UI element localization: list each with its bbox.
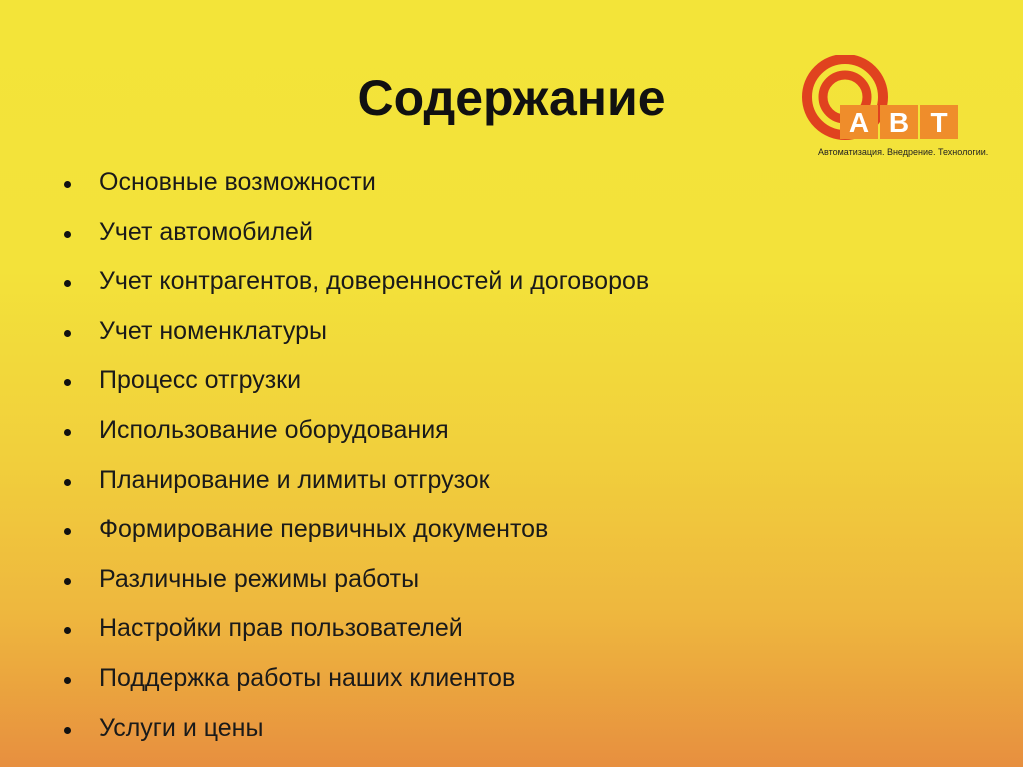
list-item-text: Использование оборудования [99, 415, 449, 444]
logo-caption: Автоматизация. Внедрение. Технологии. [818, 147, 989, 157]
list-item [62, 212, 649, 262]
list-item [62, 460, 649, 510]
bullet-icon [64, 379, 71, 386]
list-item [62, 311, 649, 361]
list-item [62, 608, 649, 658]
list-item-text: Учет контрагентов, доверенностей и договоров [99, 267, 650, 296]
bullet-icon [64, 280, 71, 287]
list-item [62, 162, 649, 212]
logo-letter-3: Т [930, 107, 948, 138]
bullet-icon [64, 231, 71, 238]
list-item-text: Планирование и лимиты отгрузок [99, 465, 490, 494]
bullet-icon [64, 677, 71, 684]
list-item-text: Настройки прав пользователей [99, 614, 463, 643]
list-item-text: Различные режимы работы [99, 564, 420, 593]
list-item-text: Учет номенклатуры [99, 316, 327, 345]
bullet-icon [64, 429, 71, 436]
list-item [62, 360, 649, 410]
bullet-icon [64, 528, 71, 535]
list-item-text: Услуги и цены [99, 713, 264, 742]
bullet-icon [64, 627, 71, 634]
logo-letter-2: В [888, 107, 910, 138]
list-item-text: Основные возможности [99, 168, 376, 196]
list-item [62, 559, 649, 609]
list-item-text: Формирование первичных документов [99, 515, 549, 544]
list-item [62, 509, 649, 559]
bullet-icon [64, 181, 71, 188]
slide-title: Содержание [357, 70, 666, 126]
list-item-text: Учет автомобилей [99, 217, 313, 246]
bullet-icon [64, 578, 71, 585]
bullet-icon [64, 727, 71, 734]
contents-list [62, 162, 649, 757]
bullet-icon [64, 330, 71, 337]
list-item-text: Процесс отгрузки [99, 366, 302, 395]
bullet-icon [64, 479, 71, 486]
list-item-text: Поддержка работы наших клиентов [99, 663, 516, 692]
list-item [62, 658, 649, 708]
list-item [62, 261, 649, 311]
list-item [62, 410, 649, 460]
list-item [62, 708, 649, 758]
logo-letter-1: А [848, 107, 870, 138]
